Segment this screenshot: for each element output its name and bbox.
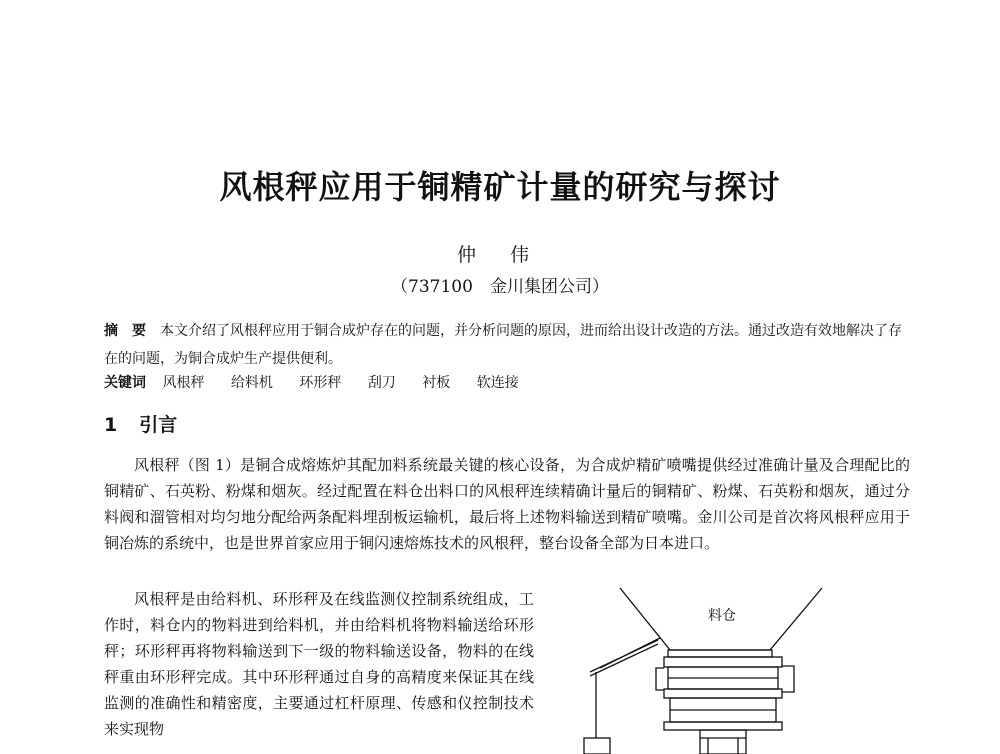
keywords-label: 关键词 [104,375,146,391]
figure-1-diagram [560,580,890,754]
author-affiliation: （737100 金川集团公司） [391,277,609,297]
hopper-rim [668,650,772,657]
keyword-item: 衬板 [422,375,451,391]
keyword-item: 风根秤 [162,375,205,391]
body-paragraph: 风根秤（图 1）是铜合成熔炼炉其配加料系统最关键的核心设备，为合成炉精矿喷嘴提供经过准确计量及合理配比的铜精矿、石英粉、粉煤和烟灰。经过配置在料仓出料口的风根秤连续精确计量后的铜精矿、粉煤、石英粉和烟灰，通过分料阀和溜管相对均匀地分配给两条配料埋刮板运输机，最后将上述物料输送到精矿喷嘴。金川公司是首次将风根秤应用于铜冶炼的系统中，也是世界首家应用于铜闪速熔炼技术的风根秤，整台设备全部为日本进口。 [104,456,910,552]
feeder-body [664,689,782,698]
paper-title: 风根秤应用于铜精矿计量的研究与探讨 [219,168,781,206]
section-heading [104,410,177,437]
keyword-item: 刮刀 [367,375,396,391]
ring-scale [664,722,782,730]
keyword-item: 环形秤 [299,375,342,391]
section-title: 引言 [139,414,178,436]
abstract-text: 本文介绍了风根秤应用于铜合成炉存在的问题，并分析问题的原因，进而给出设计改造的方法。通过改造有效地解决了存在的问题，为铜合成炉生产提供便利。 [104,323,902,367]
figure-label: 料仓 [708,608,736,624]
support-frame [590,638,660,676]
keyword-item: 给料机 [230,375,273,391]
author-name: 仲 伟 [456,244,544,266]
discharge-chute [700,730,746,754]
abstract [104,317,912,373]
feeder-body [664,657,782,667]
keyword-item: 软连接 [476,375,519,391]
body-paragraph: 风根秤是由给料机、环形秤及在线监测仪控制系统组成，工作时，料仓内的物料进到给料机，并由给料机将物料输送给环形秤；环形秤再将物料输送到下一级的物料输送设备，物料的在线秤重由环形秤完成。其中环形秤通过自身的高精度来保证其在线监测的准确性和精密度，主要通过杠杆原理、传感和仪控制技术来实现物 [104,590,534,738]
abstract-label: 摘 要 [104,323,146,339]
keywords [104,373,912,393]
counterweight-box [584,738,610,754]
section-number: 1 [104,414,118,436]
